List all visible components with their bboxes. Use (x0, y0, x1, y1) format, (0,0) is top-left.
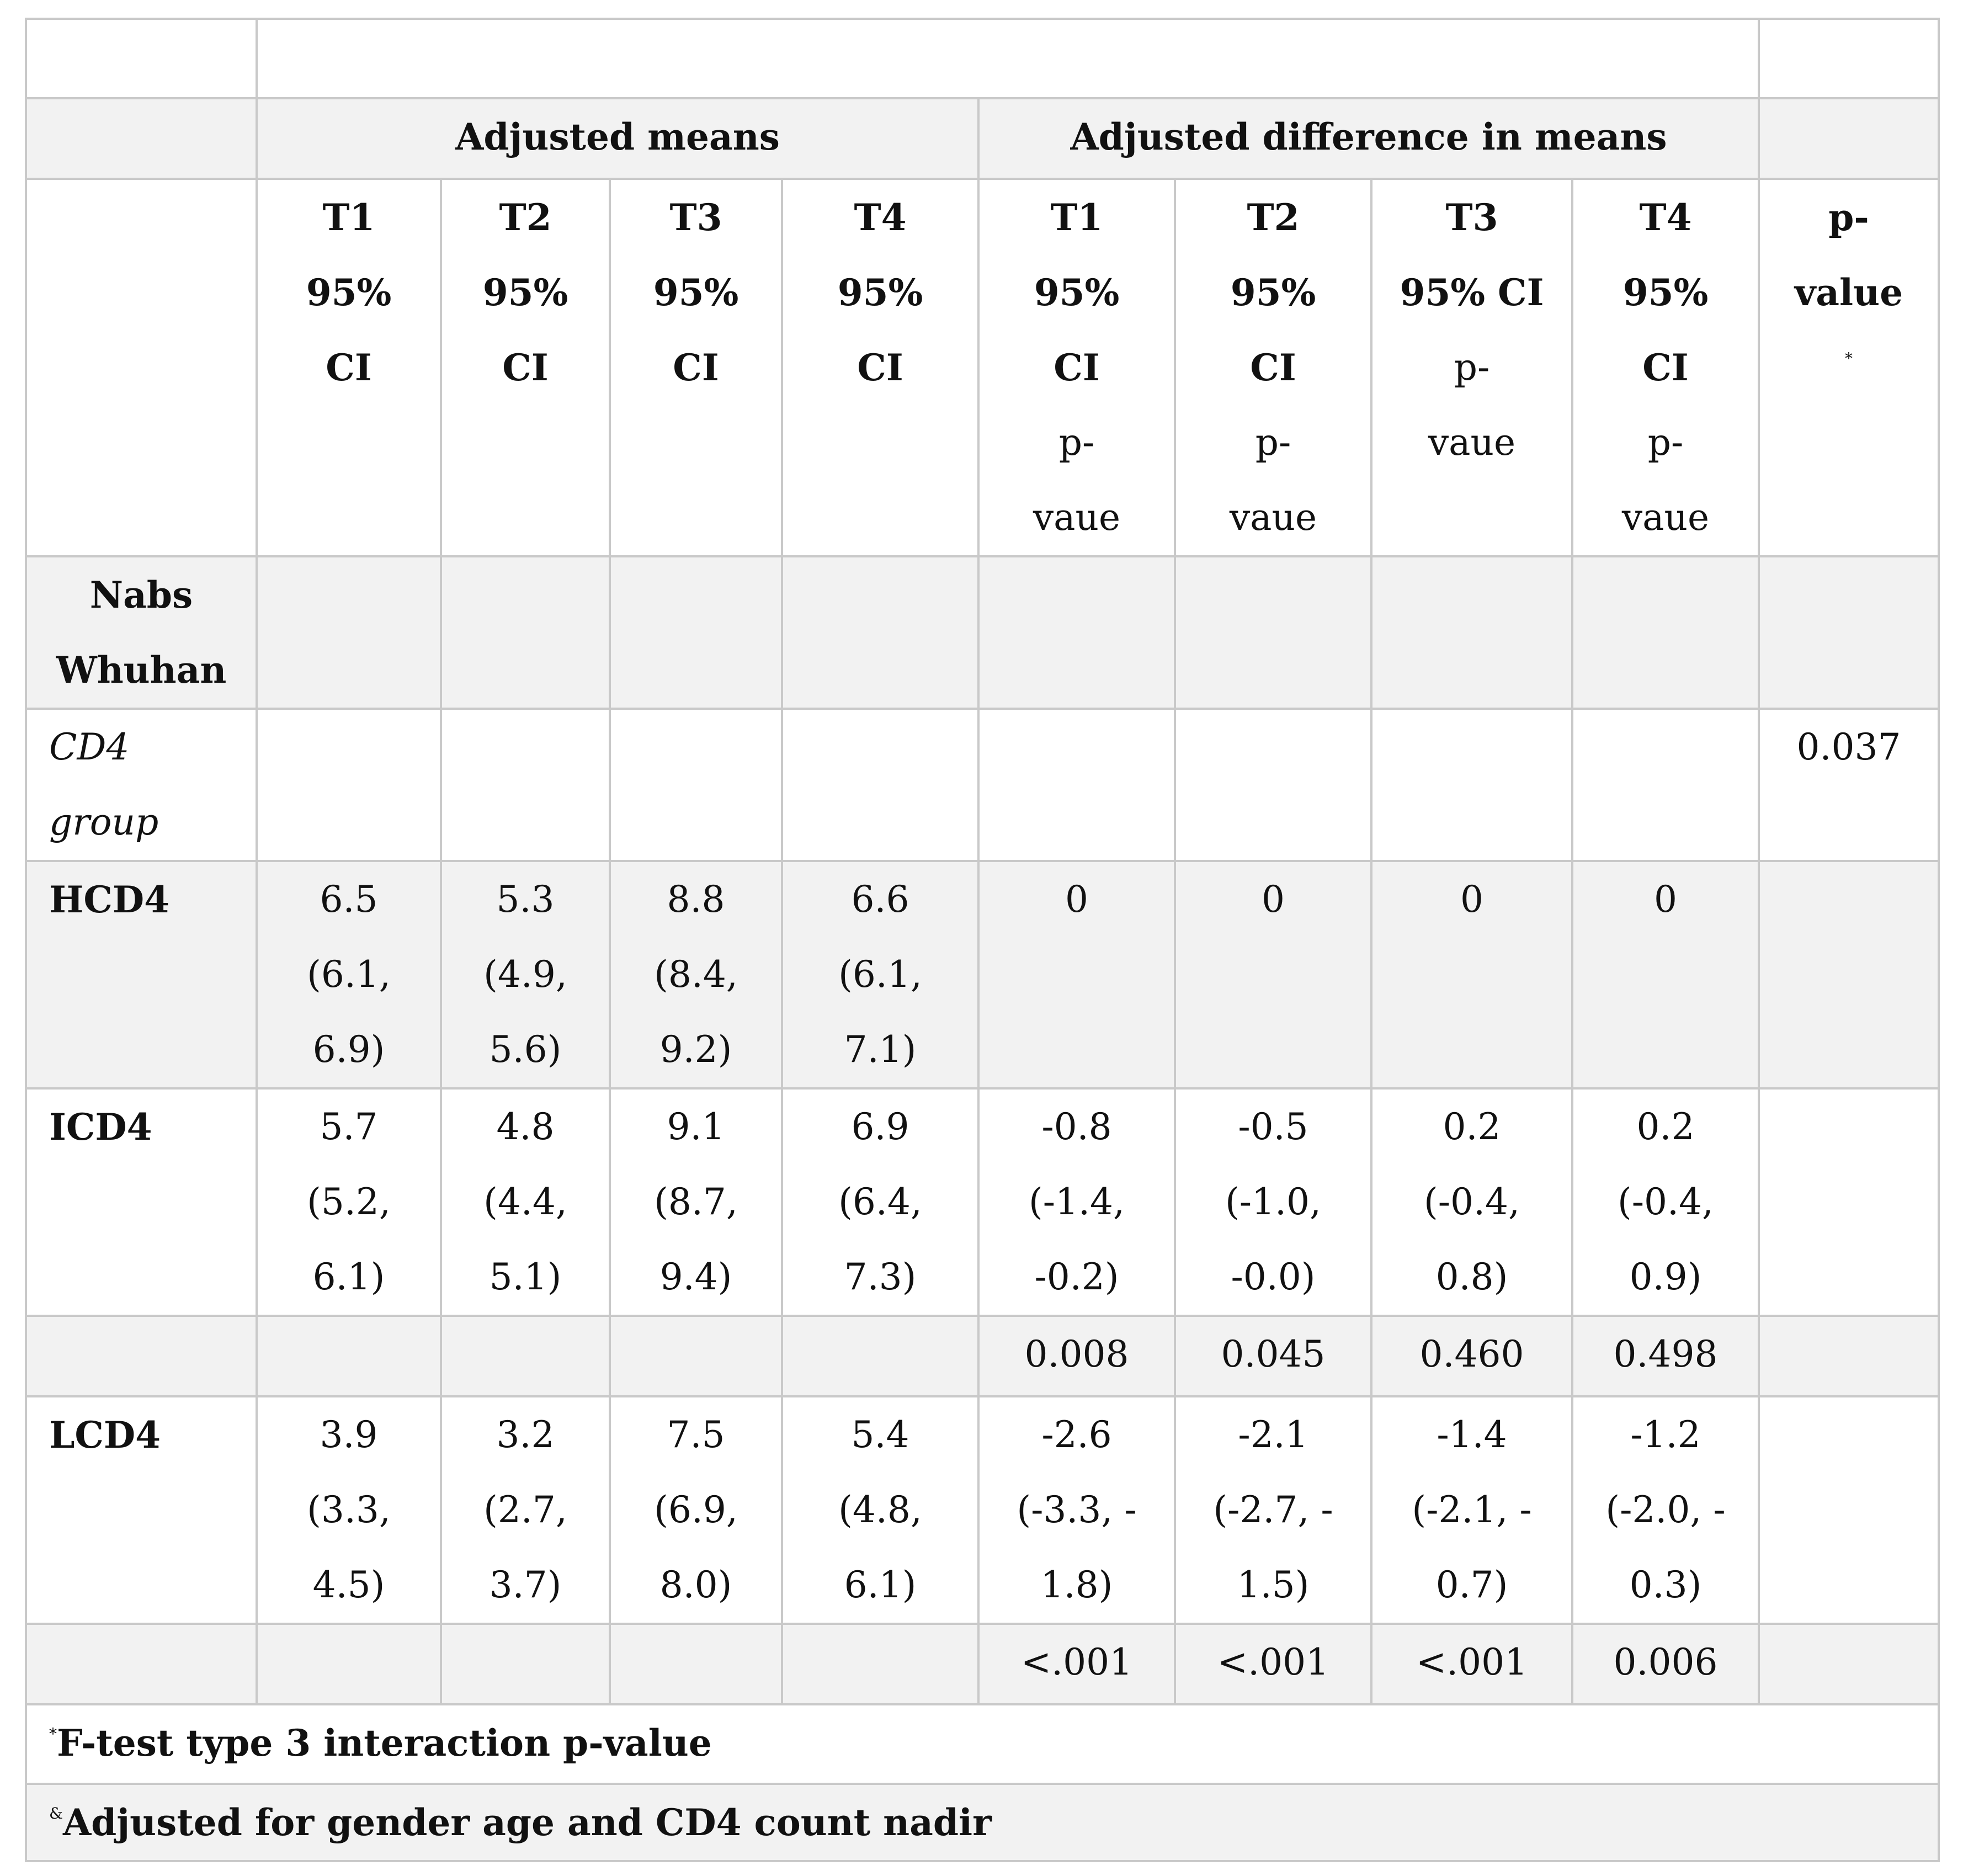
icd4-mean-t2: 4.8 (4.4, 5.1) (441, 1088, 610, 1316)
lcd4-mean-t2: 3.2 (2.7, 3.7) (441, 1396, 610, 1624)
header-diff-t1: T1 95% CI p- vaue (978, 179, 1175, 556)
header-mean-t1: T1 95% CI (257, 179, 441, 556)
icd4-mean-t4: 6.9 (6.4, 7.3) (782, 1088, 978, 1316)
footnote-2: &Adjusted for gender age and CD4 count nadir (26, 1784, 1939, 1861)
lcd4-pvalue-row (26, 1624, 1939, 1704)
lcd4-diff-t3: -1.4 (-2.1, - 0.7) (1371, 1396, 1572, 1624)
adjusted-means-header: Adjusted means (257, 98, 978, 179)
adjusted-difference-header: Adjusted difference in means (978, 98, 1759, 179)
lcd4-mean-t4: 5.4 (4.8, 6.1) (782, 1396, 978, 1624)
lcd4-pvalue-t3: <.001 (1371, 1624, 1572, 1704)
icd4-diff-t2: -0.5 (-1.0, -0.0) (1175, 1088, 1371, 1316)
lcd4-mean-t3: 7.5 (6.9, 8.0) (610, 1396, 782, 1624)
cd4-group-row (26, 709, 1939, 861)
hcd4-mean-t1: 6.5 (6.1, 6.9) (257, 861, 441, 1088)
header-mean-t3: T3 95% CI (610, 179, 782, 556)
footnote-row-1 (26, 1704, 1939, 1784)
group-header-row (26, 98, 1939, 179)
icd4-mean-t3: 9.1 (8.7, 9.4) (610, 1088, 782, 1316)
header-mean-t2: T2 95% CI (441, 179, 610, 556)
hcd4-row (26, 861, 1939, 1088)
lcd4-label: LCD4 (26, 1396, 257, 1624)
hcd4-diff-t3: 0 (1371, 861, 1572, 1088)
icd4-pvalue-row (26, 1316, 1939, 1396)
lcd4-pvalue-t4: 0.006 (1572, 1624, 1759, 1704)
cd4-group-label: CD4 group (26, 709, 257, 861)
header-diff-t2: T2 95% CI p- vaue (1175, 179, 1371, 556)
hcd4-diff-t1: 0 (978, 861, 1175, 1088)
lcd4-mean-t1: 3.9 (3.3, 4.5) (257, 1396, 441, 1624)
footnote-1: *F-test type 3 interaction p-value (26, 1704, 1939, 1784)
icd4-pvalue-t2: 0.045 (1175, 1316, 1371, 1396)
hcd4-mean-t2: 5.3 (4.9, 5.6) (441, 861, 610, 1088)
column-header-row (26, 179, 1939, 556)
icd4-diff-t3: 0.2 (-0.4, 0.8) (1371, 1088, 1572, 1316)
icd4-mean-t1: 5.7 (5.2, 6.1) (257, 1088, 441, 1316)
hcd4-mean-t4: 6.6 (6.1, 7.1) (782, 861, 978, 1088)
header-pvalue: p- value * (1759, 179, 1939, 556)
blank-row (26, 19, 1939, 98)
hcd4-diff-t2: 0 (1175, 861, 1371, 1088)
icd4-diff-t1: -0.8 (-1.4, -0.2) (978, 1088, 1175, 1316)
icd4-pvalue-t3: 0.460 (1371, 1316, 1572, 1396)
footnote-row-2 (26, 1784, 1939, 1861)
hcd4-label: HCD4 (26, 861, 257, 1088)
header-mean-t4: T4 95% CI (782, 179, 978, 556)
lcd4-pvalue-t1: <.001 (978, 1624, 1175, 1704)
header-diff-t4: T4 95% CI p- vaue (1572, 179, 1759, 556)
lcd4-diff-t1: -2.6 (-3.3, - 1.8) (978, 1396, 1175, 1624)
icd4-label: ICD4 (26, 1088, 257, 1316)
lcd4-pvalue-t2: <.001 (1175, 1624, 1371, 1704)
icd4-diff-t4: 0.2 (-0.4, 0.9) (1572, 1088, 1759, 1316)
results-table (25, 18, 1940, 1862)
icd4-pvalue-t4: 0.498 (1572, 1316, 1759, 1396)
nabs-row (26, 556, 1939, 709)
lcd4-diff-t2: -2.1 (-2.7, - 1.5) (1175, 1396, 1371, 1624)
hcd4-mean-t3: 8.8 (8.4, 9.2) (610, 861, 782, 1088)
hcd4-diff-t4: 0 (1572, 861, 1759, 1088)
icd4-pvalue-t1: 0.008 (978, 1316, 1175, 1396)
icd4-row (26, 1088, 1939, 1316)
cd4-group-pvalue: 0.037 (1759, 709, 1939, 861)
nabs-label: Nabs Whuhan (26, 556, 257, 709)
lcd4-row (26, 1396, 1939, 1624)
lcd4-diff-t4: -1.2 (-2.0, - 0.3) (1572, 1396, 1759, 1624)
header-diff-t3: T3 95% CI p- vaue (1371, 179, 1572, 556)
